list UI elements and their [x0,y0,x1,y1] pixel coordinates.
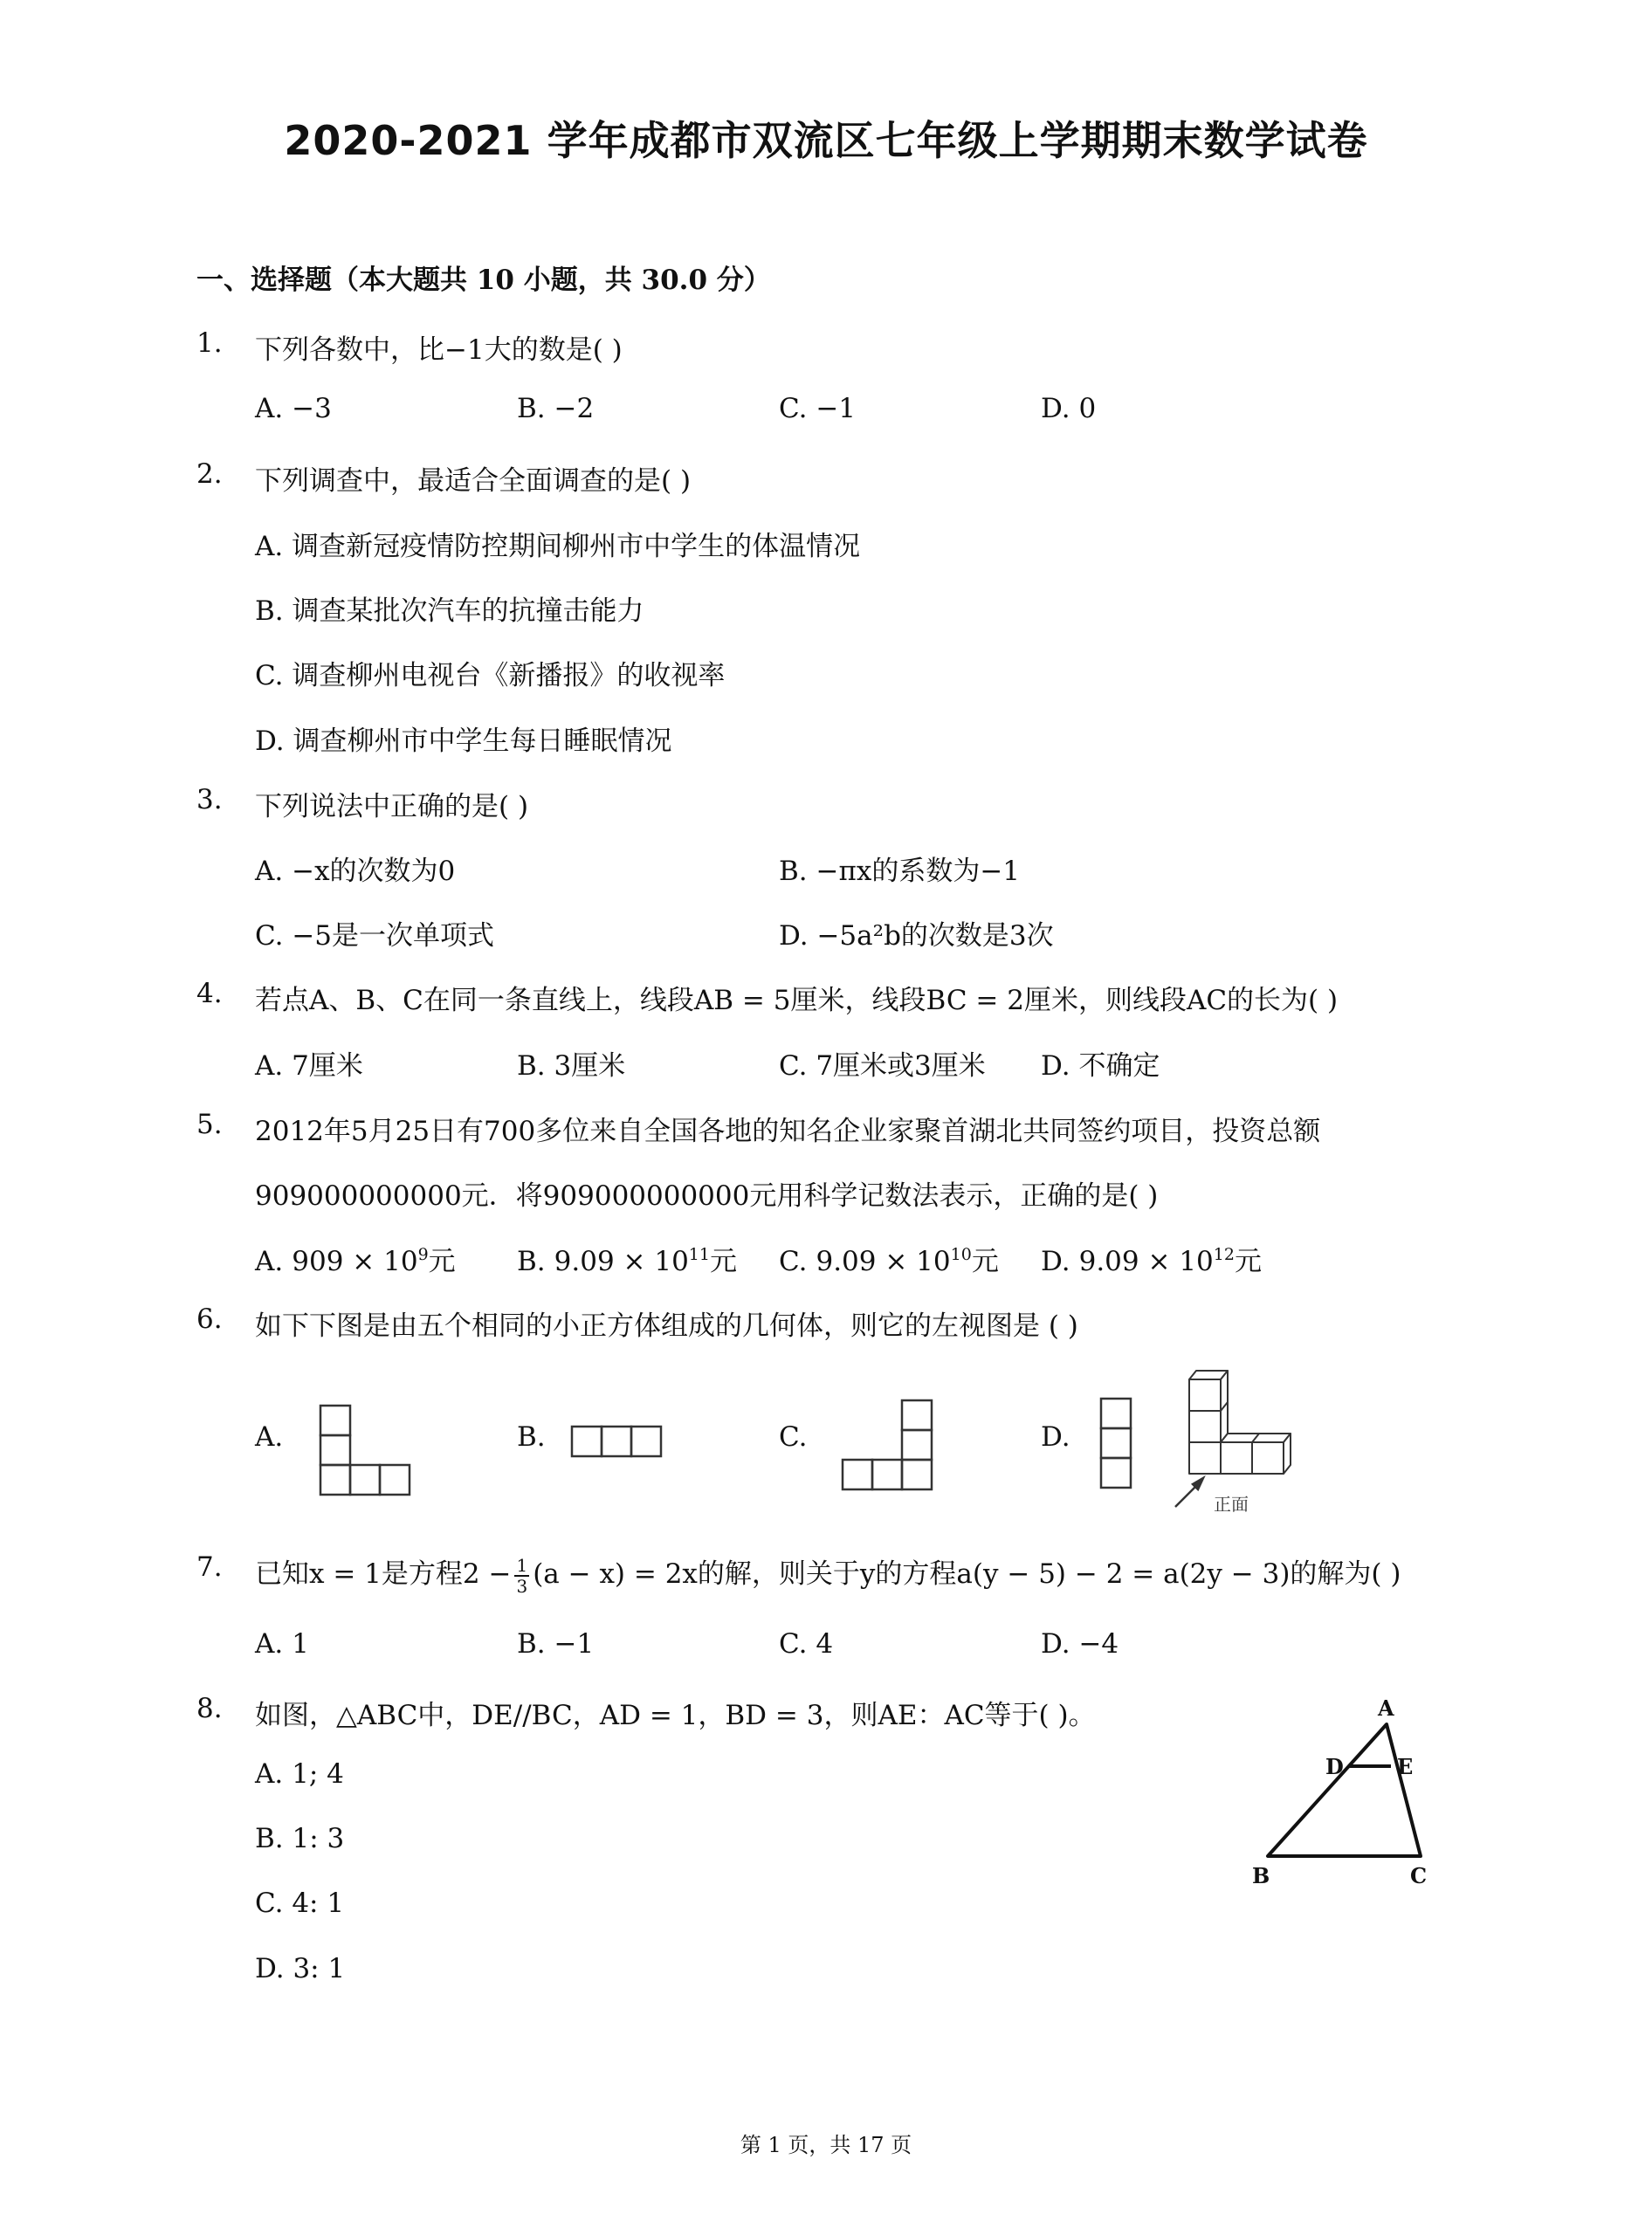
question-number: 1. [196,327,223,359]
option-d: D. [1041,1421,1070,1453]
cube-face [1221,1442,1252,1474]
square [902,1430,932,1460]
cube-face [1189,1411,1221,1442]
square [320,1435,350,1465]
vertex-label-b: B [1252,1863,1270,1888]
option-a: A. −3 [255,393,332,424]
option-b: B. −2 [517,393,595,424]
square [843,1460,872,1489]
option-c: C. −5是一次单项式 [255,920,495,952]
cube-face [1189,1379,1221,1411]
question-text [255,1551,1401,1596]
square [1101,1399,1131,1428]
option-a: A. 1 [255,1628,309,1660]
option-exponent: 11 [688,1245,710,1264]
question-text-part: 已知x = 1是方程2 − [255,1558,512,1590]
question-text: 如图，△ABC中，DE//BC，AD = 1，BD = 3，则AE：AC等于( )。 [255,1700,1096,1731]
square [320,1465,350,1495]
question-text: 若点A、B、C在同一条直线上，线段AB = 5厘米，线段BC = 2厘米，则线段AC的长为( ) [255,985,1339,1016]
option-b: B. 调查某批次汽车的抗撞击能力 [255,595,644,627]
option-c: C. 调查柳州电视台《新播报》的收视率 [255,660,726,691]
option-b [517,1239,737,1278]
option-a: A. 调查新冠疫情防控期间柳州市中学生的体温情况 [255,531,861,562]
square [1101,1428,1131,1458]
square [602,1427,631,1456]
section-heading: 一、选择题（本大题共 10 小题，共 30.0 分） [196,265,771,296]
page-title: 2020-2021 学年成都市双流区七年级上学期期末数学试卷 [284,117,1368,164]
square [350,1465,380,1495]
option-d [1041,1239,1262,1278]
fraction [514,1556,529,1596]
option-d: D. 不确定 [1041,1050,1160,1082]
option-base: 9.09 × 10 [1078,1246,1214,1277]
option-c: C. 4 [779,1628,834,1660]
option-label: D. [1041,1246,1070,1277]
question-number: 5. [196,1109,223,1140]
triangle-figure [1240,1689,1467,1899]
option-a: A. 1; 4 [255,1758,344,1790]
question-text: 下列各数中，比−1大的数是( ) [255,334,623,366]
option-d: D. 3: 1 [255,1953,346,1984]
option-base: 9.09 × 10 [816,1246,951,1277]
square [320,1406,350,1435]
option-b: B. 3厘米 [517,1050,626,1082]
option-unit: 元 [428,1246,456,1277]
vertex-label-a: A [1378,1695,1394,1721]
view-b-figure [568,1423,665,1460]
question-number: 7. [196,1551,223,1583]
vertex-label-c: C [1410,1863,1428,1888]
option-d: D. −5a²b的次数是3次 [779,920,1054,952]
cube-solid-figure [1170,1362,1310,1517]
option-a: A. 7厘米 [255,1050,363,1082]
option-a [255,1239,456,1278]
option-base: 909 × 10 [292,1246,418,1277]
option-label: C. [779,1246,808,1277]
option-c: C. [779,1421,808,1453]
option-unit: 元 [709,1246,737,1277]
option-c: C. −1 [779,393,857,424]
view-d-figure [1096,1395,1136,1491]
option-label: B. [517,1246,546,1277]
option-a: A. −x的次数为0 [255,856,456,887]
question-text-continued: 909000000000元．将909000000000元用科学记数法表示，正确的是( ) [255,1180,1159,1212]
square [380,1465,410,1495]
option-unit: 元 [1234,1246,1262,1277]
fraction-denominator: 3 [516,1575,528,1597]
cube-face [1252,1442,1284,1474]
option-label: A. [255,1246,284,1277]
option-d: D. −4 [1041,1628,1119,1660]
square [902,1460,932,1489]
option-exponent: 12 [1213,1245,1235,1264]
cube-side [1284,1434,1291,1474]
vertex-label-e: E [1397,1754,1414,1779]
option-d: D. 0 [1041,393,1097,424]
cube-face [1189,1442,1221,1474]
option-b: B. −πx的系数为−1 [779,856,1021,887]
option-c [779,1239,999,1278]
question-text: 2012年5月25日有700多位来自全国各地的知名企业家聚首湖北共同签约项目，投资总额 [255,1116,1321,1147]
triangle-abc [1268,1724,1421,1856]
square [872,1460,902,1489]
question-text-part: (a − x) = 2x的解，则关于y的方程a(y − 5) − 2 = a(2y − 3)的解为( ) [533,1558,1401,1590]
fraction-numerator: 1 [516,1554,528,1576]
option-exponent: 10 [950,1245,972,1264]
option-c: C. 7厘米或3厘米 [779,1050,986,1082]
option-b: B. 1: 3 [255,1823,345,1854]
question-number: 2. [196,458,223,490]
square [902,1400,932,1430]
option-b: B. −1 [517,1628,595,1660]
question-text: 如下下图是由五个相同的小正方体组成的几何体，则它的左视图是 ( ) [255,1310,1078,1342]
option-b: B. [517,1421,546,1453]
option-exponent: 9 [417,1245,429,1264]
option-unit: 元 [971,1246,999,1277]
vertex-label-d: D [1325,1754,1344,1779]
square [1101,1458,1131,1488]
view-a-figure [316,1401,417,1497]
square [572,1427,602,1456]
question-number: 4. [196,978,223,1009]
option-a: A. [255,1421,284,1453]
question-number: 6. [196,1303,223,1335]
option-base: 9.09 × 10 [554,1246,689,1277]
question-number: 8. [196,1693,223,1724]
square [631,1427,661,1456]
question-number: 3. [196,784,223,815]
view-c-figure [836,1397,938,1496]
option-d: D. 调查柳州市中学生每日睡眠情况 [255,726,672,757]
figure-label: 正面 [1214,1494,1249,1515]
question-text: 下列说法中正确的是( ) [255,791,529,822]
page-footer: 第 1 页，共 17 页 [740,2133,912,2157]
option-c: C. 4: 1 [255,1888,345,1919]
question-text: 下列调查中，最适合全面调查的是( ) [255,465,692,497]
